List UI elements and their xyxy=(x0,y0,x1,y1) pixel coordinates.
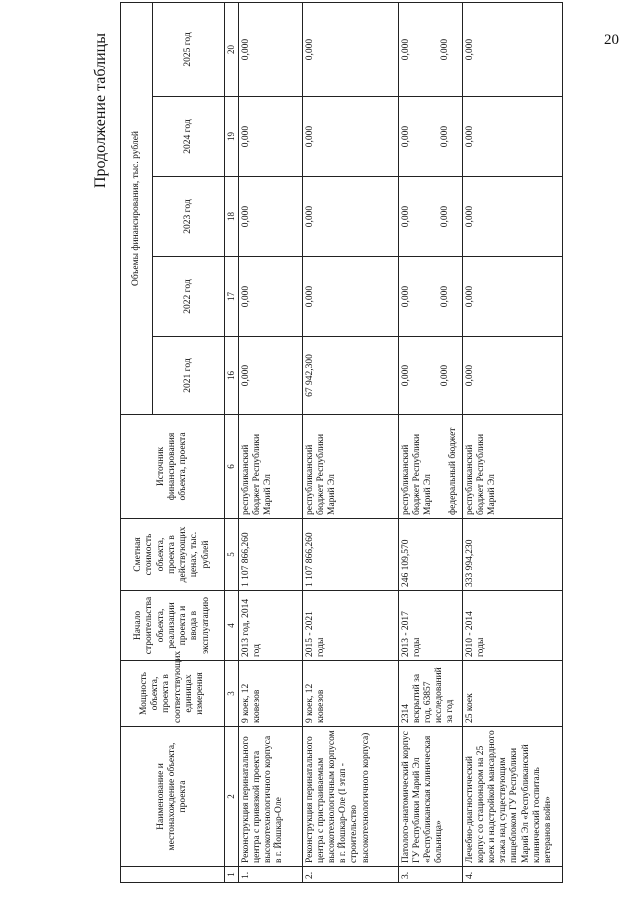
object-name: Реконструкция перинатального центра с пристраиваемым высокотехнологичным корпусом в г. Йошкар-Оле (I этап - строительство высокотехнологичного корпуса) xyxy=(302,727,398,867)
value-regional: 0,000 xyxy=(400,205,411,228)
header-year: 2022 год xyxy=(153,257,225,337)
value-2024: 0,000 xyxy=(238,97,302,177)
value-federal: 0,000 xyxy=(439,125,450,148)
object-start: 2010 - 2014 годы xyxy=(462,591,562,661)
column-number: 1 xyxy=(225,867,239,883)
column-number: 16 xyxy=(225,337,239,415)
column-number: 5 xyxy=(225,519,239,591)
object-start: 2013 год, 2014 год xyxy=(238,591,302,661)
value-regional: 0,000 xyxy=(400,38,411,61)
financing-source-federal: федеральный бюджет xyxy=(448,427,459,515)
row-number: 2. xyxy=(302,867,398,883)
value-2025: 0,000 xyxy=(462,2,562,96)
value-2025: 0,000 xyxy=(302,2,398,96)
value-2024: 0,000 xyxy=(302,97,398,177)
row-number: 1. xyxy=(238,867,302,883)
header-year: 2023 год xyxy=(153,177,225,257)
column-number: 6 xyxy=(225,415,239,519)
financing-source xyxy=(398,415,462,519)
value-federal: 0,000 xyxy=(439,38,450,61)
table-row xyxy=(462,2,562,882)
value-2024: 0,000 xyxy=(462,97,562,177)
table-continued-title: Продолжение таблицы xyxy=(92,33,109,189)
column-number: 19 xyxy=(225,97,239,177)
object-capacity: 9 коек, 12 кювезов xyxy=(238,661,302,727)
value-2025 xyxy=(398,2,462,96)
value-2023: 0,000 xyxy=(462,177,562,257)
column-number: 4 xyxy=(225,591,239,661)
value-2021: 67 942,300 xyxy=(302,337,398,415)
value-regional: 0,000 xyxy=(400,285,411,308)
column-number: 17 xyxy=(225,257,239,337)
row-number: 4. xyxy=(462,867,562,883)
value-2025: 0,000 xyxy=(238,2,302,96)
value-2024 xyxy=(398,97,462,177)
value-2022 xyxy=(398,257,462,337)
object-cost: 246 109,570 xyxy=(398,519,462,591)
table-row xyxy=(398,2,462,882)
object-start: 2013 - 2017 годы xyxy=(398,591,462,661)
column-number: 18 xyxy=(225,177,239,257)
value-federal: 0,000 xyxy=(439,205,450,228)
value-regional: 0,000 xyxy=(400,125,411,148)
object-cost: 1 107 866,260 xyxy=(238,519,302,591)
value-2023 xyxy=(398,177,462,257)
header-financing-group: Объемы финансирования, тыс. рублей xyxy=(121,2,153,414)
value-2021 xyxy=(398,337,462,415)
column-number: 20 xyxy=(225,2,239,96)
financing-source: республиканский бюджет Республики Марий Эл xyxy=(462,415,562,519)
value-2021: 0,000 xyxy=(462,337,562,415)
header-cost: Сметная стоимость объекта, проекта в действующих ценах, тыс. рублей xyxy=(121,519,225,591)
header-start: Начало строительства объекта, реализации проекта и ввода в эксплуатацию xyxy=(121,591,225,661)
value-federal: 0,000 xyxy=(439,285,450,308)
object-cost: 333 994,230 xyxy=(462,519,562,591)
financing-source: республиканский бюджет Республики Марий Эл xyxy=(238,415,302,519)
object-capacity: 25 коек xyxy=(462,661,562,727)
value-federal: 0,000 xyxy=(439,364,450,387)
header-capacity: Мощность объекта, проекта в соответствующих единицах измерения xyxy=(121,661,225,727)
object-name: Патолого-анатомический корпус ГУ Республики Марий Эл «Республиканская клиническая больница» xyxy=(398,727,462,867)
value-2022: 0,000 xyxy=(238,257,302,337)
object-capacity: 9 коек, 12 кювезов xyxy=(302,661,398,727)
header-year: 2025 год xyxy=(153,2,225,96)
object-name: Лечебно-диагностический корпус со стационаром на 25 коек и надстройкой мансардного этажа над существующим пищеблоком ГУ Республики Марий Эл «Республиканский клинический госпиталь ветеранов войн» xyxy=(462,727,562,867)
header-num xyxy=(121,867,225,883)
object-cost: 1 107 866,260 xyxy=(302,519,398,591)
value-2023: 0,000 xyxy=(238,177,302,257)
value-2022: 0,000 xyxy=(462,257,562,337)
column-number: 3 xyxy=(225,661,239,727)
financing-source: республиканский бюджет Республики Марий Эл xyxy=(302,415,398,519)
financing-source-regional: республиканский бюджет Республики Марий Эл xyxy=(400,433,434,515)
object-start: 2015 - 2021 годы xyxy=(302,591,398,661)
object-name: Реконструкция перинатального центра с привязкой проекта высокотехнологичного корпуса в г. Йошкар-Оле xyxy=(238,727,302,867)
page-number: 20 xyxy=(604,32,619,48)
value-regional: 0,000 xyxy=(400,364,411,387)
table-row xyxy=(302,2,398,882)
header-year: 2024 год xyxy=(153,97,225,177)
value-2021: 0,000 xyxy=(238,337,302,415)
rotated-page xyxy=(92,3,570,883)
table-row xyxy=(238,2,302,882)
financing-table xyxy=(120,2,563,883)
value-2023: 0,000 xyxy=(302,177,398,257)
header-name: Наименование и местонахождение объекта, проекта xyxy=(121,727,225,867)
header-year: 2021 год xyxy=(153,337,225,415)
object-capacity: 2314 вскрытий за год, 63857 исследований за год xyxy=(398,661,462,727)
header-source: Источник финансирования объекта, проекта xyxy=(121,415,225,519)
column-number: 2 xyxy=(225,727,239,867)
row-number: 3. xyxy=(398,867,462,883)
value-2022: 0,000 xyxy=(302,257,398,337)
